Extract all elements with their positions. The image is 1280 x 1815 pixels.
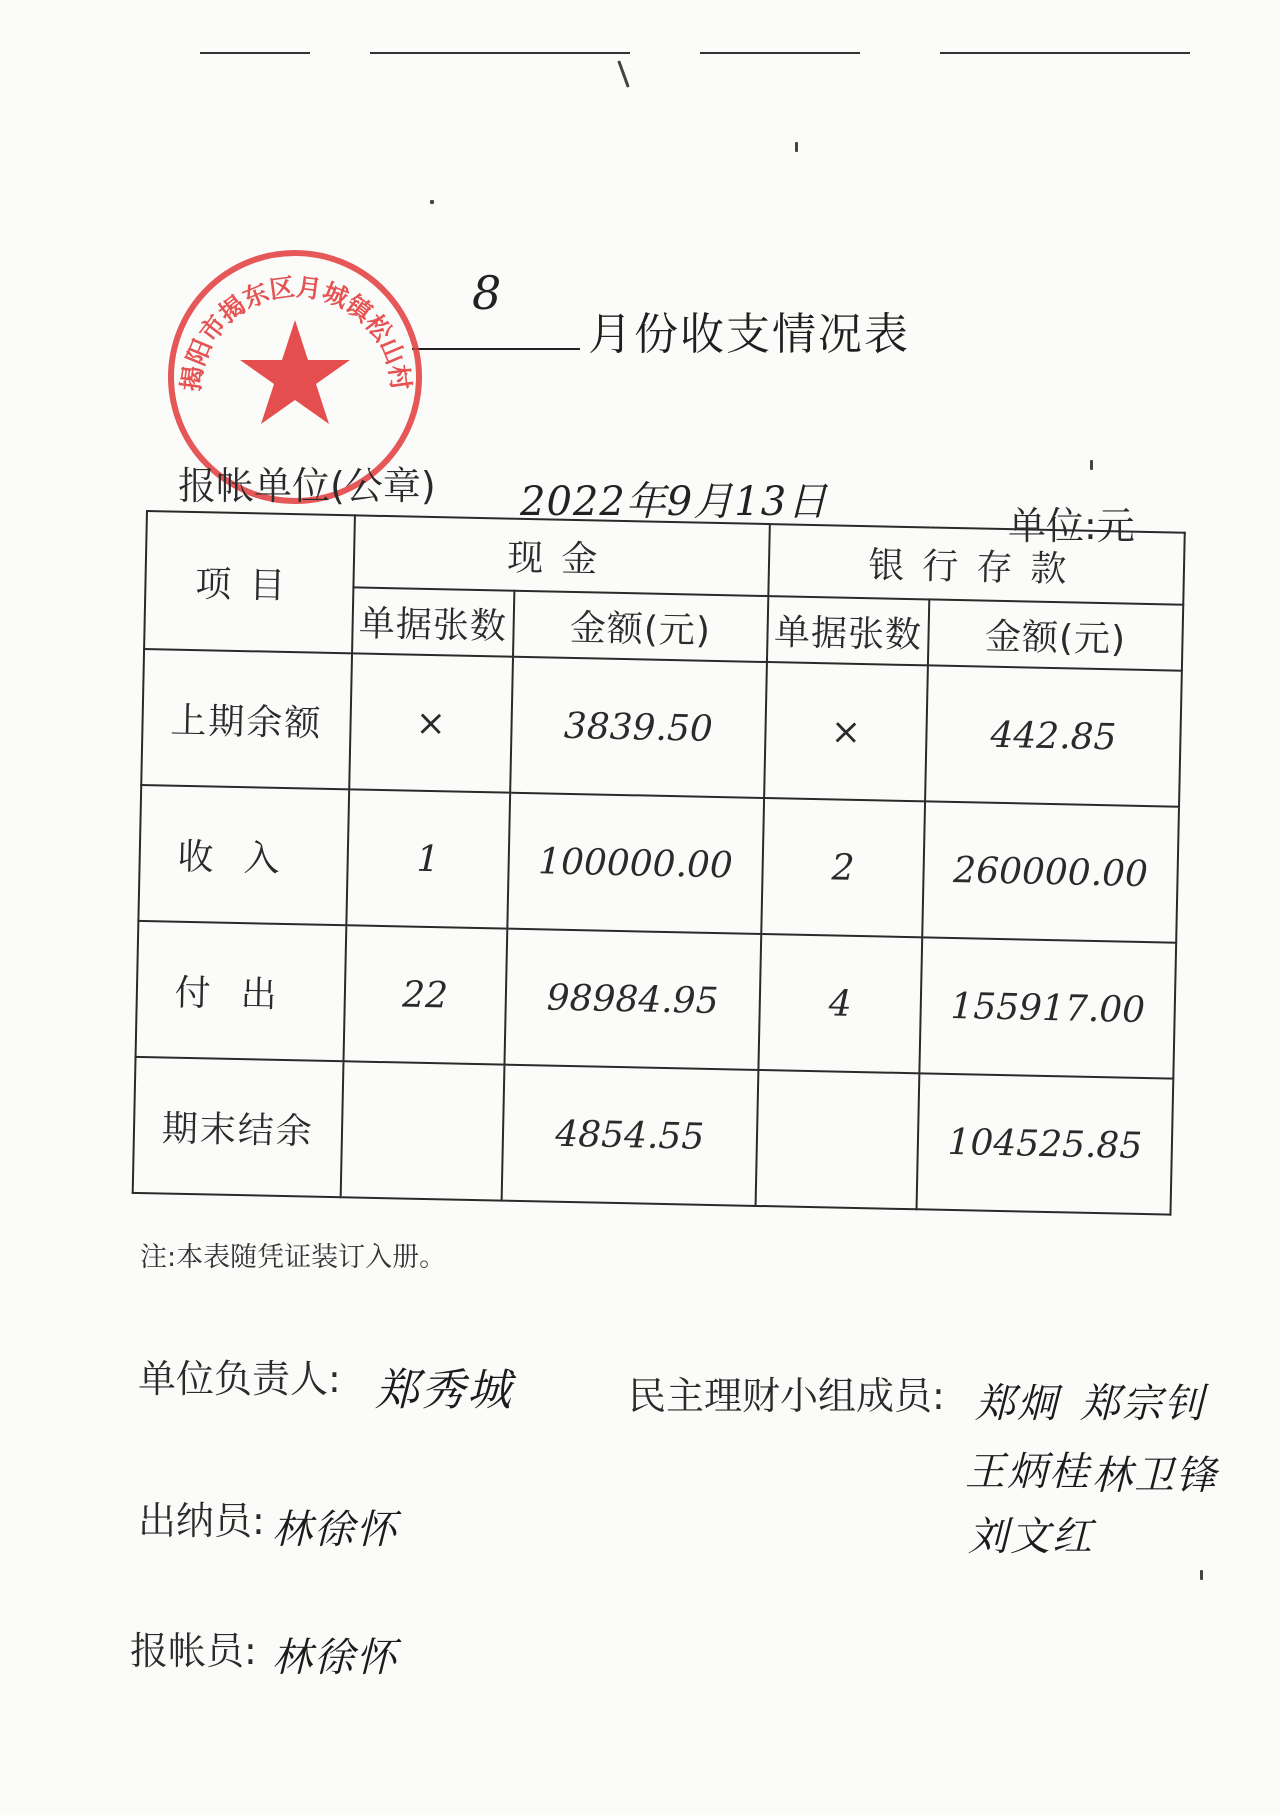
scan-top-line (940, 52, 1190, 54)
bank-amount: 155917.00 (919, 937, 1176, 1078)
month-number: 8 (472, 266, 502, 320)
table-row (136, 921, 1177, 1079)
table-row (138, 785, 1179, 943)
row-label: 期末结余 (133, 1057, 343, 1197)
page-title: 月份收支情况表 (588, 309, 910, 360)
scan-speck (617, 60, 629, 87)
group-label: 民主理财小组成员: (628, 1374, 945, 1418)
group-member-signature: 王炳桂 (965, 1449, 1091, 1495)
scan-speck (1090, 460, 1093, 470)
col-header-cash-count: 单据张数 (352, 587, 515, 656)
cash-amount: 3839.50 (510, 657, 767, 798)
col-header-bank-amount: 金额(元) (928, 599, 1183, 670)
cash-amount: 98984.95 (504, 929, 761, 1070)
cash-count: 22 (343, 925, 507, 1064)
table-row (141, 649, 1182, 807)
table-row (133, 1057, 1174, 1215)
row-label: 上期余额 (141, 649, 351, 789)
month-blank-line (412, 348, 580, 350)
reporting-unit-label: 报帐单位(公章) (178, 464, 436, 508)
bank-count: 4 (758, 934, 922, 1073)
group-member-signature: 林卫锋 (1092, 1453, 1218, 1499)
scan-top-line (200, 52, 310, 54)
group-member-signature: 郑炯 (975, 1381, 1059, 1427)
seal-text: 揭阳市揭东区月城镇松山村 (176, 272, 416, 393)
scan-top-line (370, 52, 630, 54)
cash-amount: 4854.55 (501, 1065, 758, 1206)
currency-unit: 单位:元 (1008, 504, 1135, 548)
bank-count (755, 1070, 919, 1209)
cash-count: × (349, 653, 513, 792)
col-header-item: 项目 (144, 511, 354, 653)
row-label: 付出 (136, 921, 346, 1061)
star-icon (240, 320, 350, 424)
row-label: 收入 (138, 785, 348, 925)
col-header-cash-amount: 金额(元) (513, 591, 768, 662)
report-date: 2022年9月13日 (520, 479, 829, 525)
income-expense-table (132, 510, 1186, 1216)
scan-top-line (700, 52, 860, 54)
cash-amount: 100000.00 (507, 793, 764, 934)
head-label: 单位负责人: (138, 1357, 341, 1401)
group-member-signature: 刘文红 (968, 1514, 1094, 1560)
col-header-cash: 现金 (353, 515, 770, 596)
col-header-bank: 银行存款 (768, 524, 1185, 605)
col-header-bank-count: 单据张数 (767, 596, 930, 665)
bank-amount: 104525.85 (917, 1073, 1174, 1214)
cashier-label: 出纳员: (138, 1499, 265, 1543)
cash-count: 1 (346, 789, 510, 928)
scan-speck (1200, 1570, 1203, 1580)
bank-count: × (764, 662, 928, 801)
scan-speck (795, 142, 798, 152)
bank-amount: 442.85 (925, 665, 1182, 806)
bank-count: 2 (761, 798, 925, 937)
accountant-label: 报帐员: (130, 1629, 257, 1673)
cashier-signature: 林徐怀 (272, 1507, 398, 1553)
table-note: 注:本表随凭证装订入册。 (140, 1242, 447, 1273)
group-member-signature: 郑宗钊 (1080, 1381, 1206, 1427)
bank-amount: 260000.00 (922, 801, 1179, 942)
cash-count (340, 1061, 504, 1200)
accountant-signature: 林徐怀 (272, 1635, 398, 1681)
head-signature: 郑秀城 (375, 1365, 513, 1416)
scan-speck (430, 200, 434, 204)
